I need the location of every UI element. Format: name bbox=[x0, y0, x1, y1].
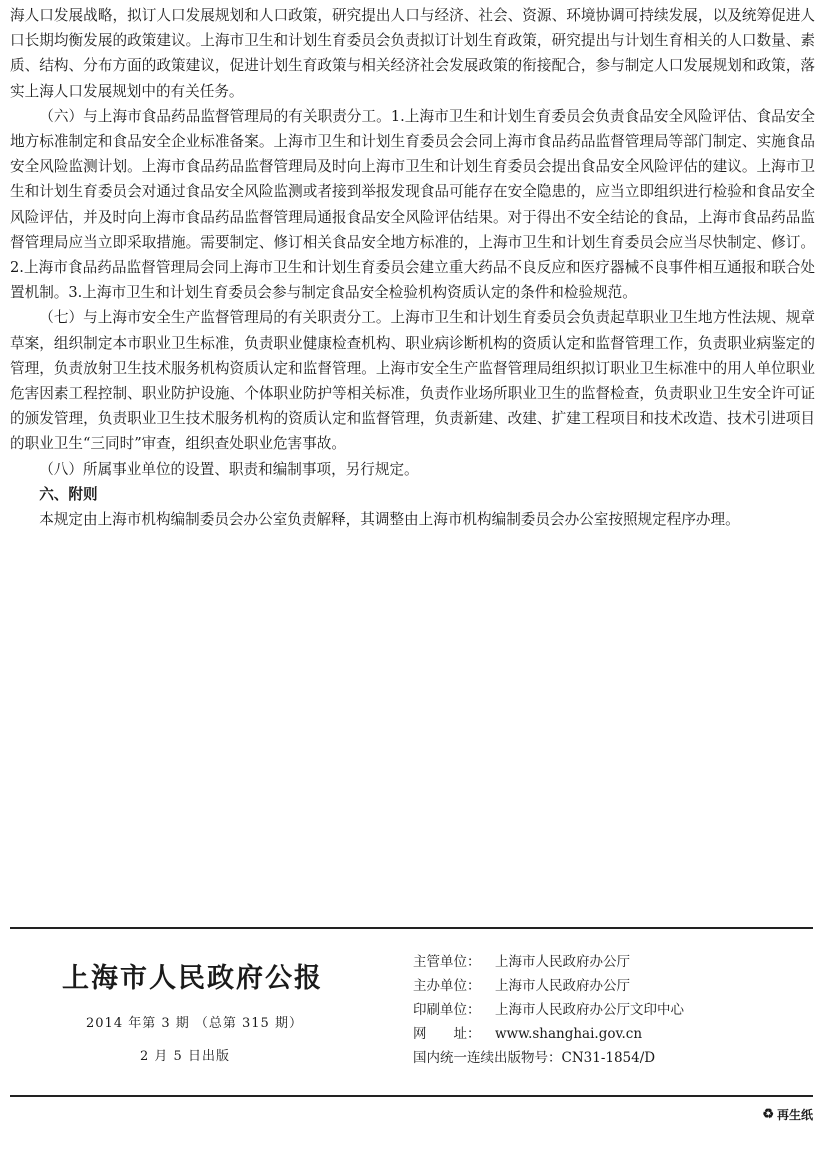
footer-top-rule bbox=[10, 927, 813, 929]
recycled-paper-label: 再生纸 bbox=[776, 1108, 813, 1122]
gazette-title: 上海市人民政府公报 bbox=[62, 963, 323, 994]
info-label: 网 址： bbox=[413, 1026, 481, 1042]
section-heading: 六、附则 bbox=[39, 485, 98, 503]
issue-number: 2014 年第 3 期 （总第 315 期） bbox=[86, 1016, 303, 1031]
recycle-icon: ♻ bbox=[762, 1107, 774, 1122]
info-label: 国内统一连续出版物号： bbox=[413, 1050, 562, 1066]
info-row bbox=[413, 1022, 684, 1046]
article-body bbox=[10, 3, 815, 532]
info-label: 印刷单位： bbox=[413, 1002, 481, 1018]
paragraph: 海人口发展战略，拟订人口发展规划和人口政策，研究提出人口与经济、社会、资源、环境协调可持续发展，以及统筹促进人口长期均衡发展的政策建议。上海市卫生和计划生育委员会负责拟订计划生育政策，研究提出与计划生育相关的人口数量、素质、结构、分布方面的政策建议，促进计划生育政策与相关经济社会发展政策的衔接配合，参与制定人口发展规划和政策，落实上海人口发展规划中的有关任务。 bbox=[10, 7, 815, 100]
recycled-paper-mark bbox=[762, 1106, 813, 1123]
paragraph: （七）与上海市安全生产监督管理局的有关职责分工。上海市卫生和计划生育委员会负责起草职业卫生地方性法规、规章草案，组织制定本市职业卫生标准，负责职业健康检查机构、职业病诊断机构的资质认定和监督管理工作，负责职业病鉴定的管理，负责放射卫生技术服务机构资质认定和监督管理。上海市安全生产监督管理局组织拟订职业卫生标准中的用人单位职业危害因素工程控制、职业防护设施、个体职业防护等相关标准，负责作业场所职业卫生的监督检查，负责职业卫生安全许可证的颁发管理，负责职业卫生技术服务机构的资质认定和监督管理，负责新建、改建、扩建工程项目和技术改造、技术引进项目的职业卫生“三同时”审查，组织查处职业危害事故。 bbox=[10, 309, 815, 453]
info-row bbox=[413, 1046, 684, 1070]
info-label: 主管单位： bbox=[413, 954, 481, 970]
info-value: 上海市人民政府办公厅 bbox=[495, 954, 630, 970]
footer-bottom-rule bbox=[10, 1095, 813, 1097]
info-row bbox=[413, 974, 684, 998]
info-value: CN31-1854/D bbox=[561, 1050, 656, 1066]
info-value: www.shanghai.gov.cn bbox=[495, 1026, 643, 1042]
paragraph: （八）所属事业单位的设置、职责和编制事项，另行规定。 bbox=[39, 460, 419, 478]
info-value: 上海市人民政府办公厅文印中心 bbox=[495, 1002, 684, 1018]
publication-date: 2 月 5 日出版 bbox=[140, 1049, 230, 1064]
paragraph: （六）与上海市食品药品监督管理局的有关职责分工。1.上海市卫生和计划生育委员会负责食品安全风险评估、食品安全地方标准制定和食品安全企业标准备案。上海市卫生和计划生育委员会会同上海市食品药品监督管理局等部门制定、实施食品安全风险监测计划。上海市食品药品监督管理局及时向上海市卫生和计划生育委员会提出食品安全风险评估的建议。上海市卫生和计划生育委员会对通过食品安全风险监测或者接到举报发现食品可能存在安全隐患的，应当立即组织进行检验和食品安全风险评估，并及时向上海市食品药品监督管理局通报食品安全风险评估结果。对于得出不安全结论的食品，上海市食品药品监督管理局应当立即采取措施。需要制定、修订相关食品安全地方标准的，上海市卫生和计划生育委员会应当尽快制定、修订。2.上海市食品药品监督管理局会同上海市卫生和计划生育委员会建立重大药品不良反应和医疗器械不良事件相互通报和联合处置机制。3.上海市卫生和计划生育委员会参与制定食品安全检验机构资质认定的条件和检验规范。 bbox=[10, 107, 815, 302]
info-value: 上海市人民政府办公厅 bbox=[495, 978, 630, 994]
info-row bbox=[413, 998, 684, 1022]
publisher-info bbox=[413, 950, 684, 1070]
info-row bbox=[413, 950, 684, 974]
paragraph: 本规定由上海市机构编制委员会办公室负责解释，其调整由上海市机构编制委员会办公室按照规定程序办理。 bbox=[39, 511, 740, 529]
info-label: 主办单位： bbox=[413, 978, 481, 994]
